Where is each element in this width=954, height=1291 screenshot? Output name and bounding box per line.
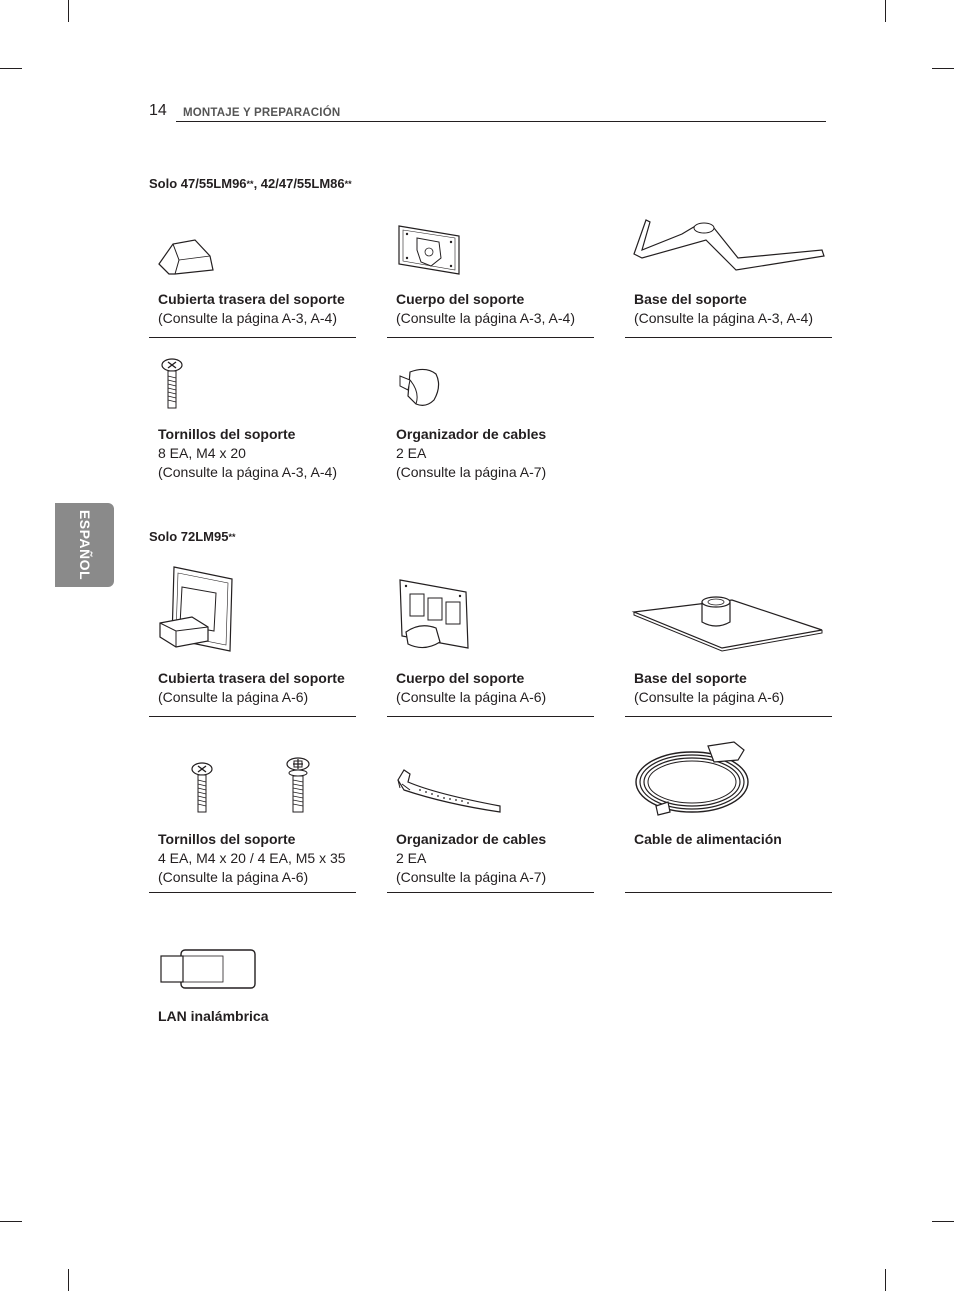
stand-rear-cover-large-icon [158,565,236,653]
item-stand-base [634,290,834,328]
section1-title-text: Solo 47/55LM96 [149,176,247,191]
item-title: Base del soporte [634,670,747,686]
item-detail: (Consulte la página A-3, A-4) [158,310,337,326]
item-rule [387,716,594,717]
item-stand-rear-cover-72 [158,669,358,707]
screw-m5-icon [285,756,311,814]
item-detail: 4 EA, M4 x 20 / 4 EA, M5 x 35 [158,850,346,866]
item-rule [387,892,594,893]
stand-body-large-icon [396,578,472,654]
item-cable-organizer [396,425,596,482]
item-title: Organizador de cables [396,831,547,847]
item-detail: (Consulte la página A-3, A-4) [634,310,813,326]
item-rule [149,892,356,893]
language-tab-label: ESPAÑOL [76,509,93,581]
crop-mark [932,1221,954,1222]
crop-mark [0,1221,22,1222]
crop-mark [68,0,69,22]
item-detail: (Consulte la página A-6) [634,689,785,705]
item-rule [625,716,832,717]
header-rule [176,121,826,122]
section1-suffix1: ** [246,179,254,189]
item-stand-base-72 [634,669,834,707]
section2-title-text: Solo 72LM95 [149,529,229,544]
item-rule [149,716,356,717]
section2-suffix: ** [228,532,236,542]
crop-mark [932,68,954,69]
item-title: Base del soporte [634,291,747,307]
item-stand-body-72 [396,669,596,707]
language-tab [55,503,114,587]
stand-base-icon [632,216,826,274]
item-detail: (Consulte la página A-6) [396,689,547,705]
item-rule [149,337,356,338]
wireless-lan-icon [159,948,257,990]
section2-title [149,529,235,544]
section1-title [149,176,352,191]
power-cable-icon [634,740,756,816]
item-detail: (Consulte la página A-6) [158,869,309,885]
section1-suffix2: ** [344,179,352,189]
cable-organizer-icon [398,366,442,410]
item-title: Organizador de cables [396,426,547,442]
item-detail: (Consulte la página A-7) [396,869,547,885]
crop-mark [68,1269,69,1291]
screw-m4-icon [190,762,214,814]
cable-tie-icon [396,768,504,814]
item-title: Tornillos del soporte [158,426,296,442]
item-title: Cubierta trasera del soporte [158,670,345,686]
section-header-title: MONTAJE Y PREPARACIÓN [183,107,341,119]
item-stand-screws-72 [158,830,378,887]
crop-mark [885,0,886,22]
crop-mark [0,68,22,69]
item-stand-body [396,290,596,328]
crop-mark [885,1269,886,1291]
item-detail: (Consulte la página A-7) [396,464,547,480]
item-stand-rear-cover [158,290,358,328]
item-cable-organizer-72 [396,830,596,887]
item-title: Cubierta trasera del soporte [158,291,345,307]
item-title: Cuerpo del soporte [396,291,525,307]
item-rule [387,337,594,338]
item-power-cable [634,830,834,849]
item-title: Cable de alimentación [634,831,782,847]
item-detail: (Consulte la página A-3, A-4) [158,464,337,480]
item-title: Tornillos del soporte [158,831,296,847]
item-detail: (Consulte la página A-3, A-4) [396,310,575,326]
item-detail: 2 EA [396,850,427,866]
item-rule [625,337,832,338]
item-wireless-lan [158,1007,358,1026]
item-title: Cuerpo del soporte [396,670,525,686]
item-detail: 8 EA, M4 x 20 [158,445,246,461]
item-title: LAN inalámbrica [158,1008,269,1024]
stand-body-icon [395,224,463,276]
item-detail: 2 EA [396,445,427,461]
stand-base-large-icon [632,594,824,652]
item-stand-screws [158,425,358,482]
section1-title-mid: , 42/47/55LM86 [253,176,345,191]
item-rule [625,892,832,893]
stand-rear-cover-icon [155,236,215,276]
screw-icon [160,358,184,410]
page-number: 14 [149,102,167,119]
item-detail: (Consulte la página A-6) [158,689,309,705]
